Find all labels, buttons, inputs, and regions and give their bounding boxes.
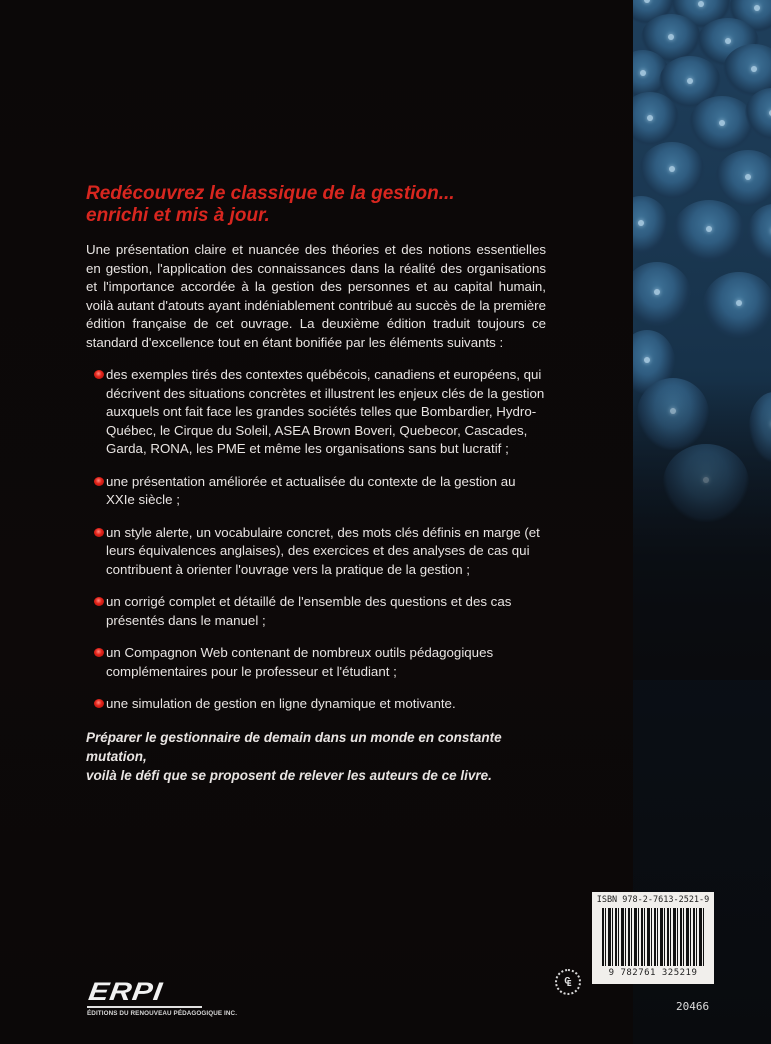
description-block	[86, 183, 546, 785]
dome-shape	[703, 272, 771, 338]
feature-item	[86, 593, 546, 630]
red-bullet-icon	[94, 370, 104, 379]
feature-item	[86, 524, 546, 580]
feature-text: une simulation de gestion en ligne dynamique et motivante.	[106, 696, 456, 711]
red-bullet-icon	[94, 597, 104, 606]
publisher-logo	[86, 976, 238, 1017]
red-bullet-icon	[94, 699, 104, 708]
feature-text: des exemples tirés des contextes québécois, canadiens et européens, qui décrivent des situations concrètes et illustrent les enjeux clés de la gestion auxquels ont fait face les grandes sociétés telles que Bombardier, Hydro-Québec, le Cirque du Soleil, ASEA Brown Boveri, Quebecor, Cascades, Garda, RONA, les PME et même les organisations sans but lucratif ;	[106, 367, 545, 456]
logo-rule	[87, 1006, 202, 1008]
isbn-label: ISBN 978-2-7613-2521-9	[596, 895, 710, 905]
feature-item	[86, 695, 546, 714]
closing-line-1: Préparer le gestionnaire de demain dans un monde en constante mutation,	[86, 729, 502, 764]
product-code: 20466	[676, 1000, 710, 1013]
headline	[86, 183, 546, 227]
artwork-fade	[633, 380, 771, 680]
headline-line-1: Redécouvrez le classique de la gestion...	[86, 183, 455, 204]
dome-shape	[639, 142, 705, 200]
isbn-barcode	[592, 892, 714, 984]
feature-text: un Compagnon Web contenant de nombreux outils pédagogiques complémentaires pour le professeur et l'étudiant ;	[106, 645, 494, 679]
badge-glyph: ₠	[564, 975, 572, 989]
feature-text: un corrigé complet et détaillé de l'ensemble des questions et des cas présentés dans le manuel ;	[106, 594, 512, 628]
feature-item	[86, 473, 546, 510]
dome-shape	[673, 200, 745, 262]
closing-line-2: voilà le défi que se proposent de relever les auteurs de ce livre.	[86, 767, 492, 783]
intro-paragraph: Une présentation claire et nuancée des théories et des notions essentielles en gestion, l'application des connaissances dans la réalité des organisations et l'importance accordée à la gestion des personnes et au capital humain, voilà autant d'atouts ayant indéniablement contribué au succès de la première édition française de cet ouvrage. La deuxième édition traduit toujours ce standard d'excellence tout en étant bonifiée par les éléments suivants :	[86, 242, 546, 350]
dome-shape	[633, 196, 669, 254]
feature-text: un style alerte, un vocabulaire concret, des mots clés définis en marge (et leurs équivalences anglaises), des exercices et des analyses de cas qui contribuent à orienter l'ouvrage vers la pratique de la gestion ;	[106, 524, 540, 577]
erpi-logo-mark: ERPI	[86, 977, 165, 1006]
feature-list	[86, 366, 546, 714]
dome-shape	[747, 204, 771, 262]
red-bullet-icon	[94, 648, 104, 657]
printed-in-canada-badge-icon	[555, 969, 581, 995]
dome-shape	[633, 262, 691, 326]
blue-domes-artwork	[633, 0, 771, 1044]
publisher-name: ÉDITIONS DU RENOUVEAU PÉDAGOGIQUE INC.	[87, 1010, 238, 1017]
barcode-digits: 9 782761 325219	[608, 968, 698, 978]
red-bullet-icon	[94, 477, 104, 486]
red-bullet-icon	[94, 528, 104, 537]
headline-line-2: enrichi et mis à jour.	[86, 205, 270, 226]
feature-item	[86, 366, 546, 459]
barcode-bars	[602, 908, 706, 966]
dome-shape	[715, 150, 771, 208]
closing-statement	[86, 728, 546, 785]
dome-shape	[689, 96, 755, 152]
feature-text: une présentation améliorée et actualisée du contexte de la gestion au XXIe siècle ;	[106, 473, 516, 507]
feature-item	[86, 644, 546, 681]
